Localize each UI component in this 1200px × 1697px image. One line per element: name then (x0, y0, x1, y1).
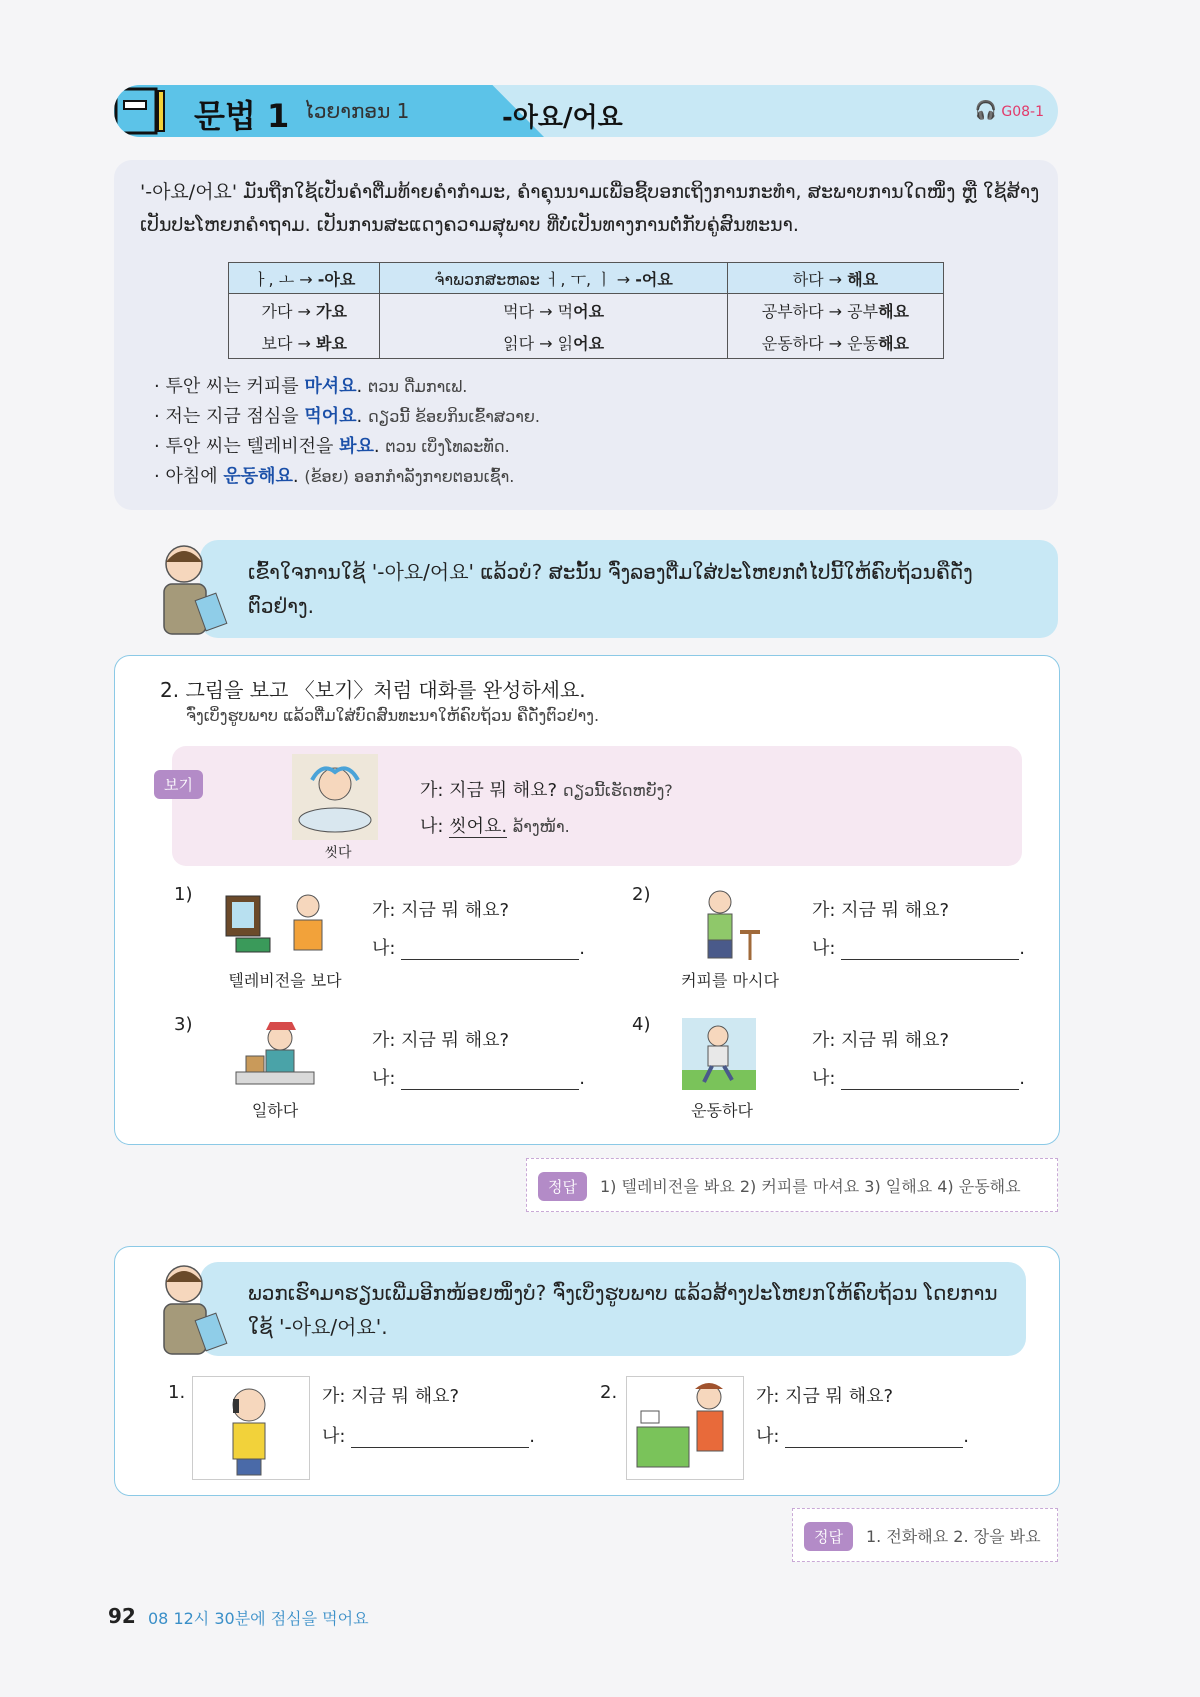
item-question: 가: 지금 뭐 해요? (372, 900, 510, 921)
exercising-illustration (682, 1018, 756, 1090)
headphones-icon: 🎧 (974, 100, 997, 121)
table-cell: 보다 → 봐요 (229, 326, 380, 359)
item-number: 1. (168, 1382, 186, 1403)
working-illustration (232, 1016, 318, 1092)
table-cell: 읽다 → 읽어요 (380, 326, 727, 359)
answer-text: 1) 텔레비전을 봐요 2) 커피를 마셔요 3) 일해요 4) 운동해요 (600, 1177, 1021, 1196)
example-sentence: · 아침에 운동해요. (ຂ້ອຍ) ອອກກຳລັງກາຍຕອນເຊົ້າ. (154, 466, 515, 487)
item-answer: 나: . (322, 1426, 535, 1447)
table-cell: 운동하다 → 운동해요 (727, 326, 943, 359)
item-question: 가: 지금 뭐 해요? (322, 1386, 460, 1407)
grammar-point: -아요/어요 (502, 103, 623, 133)
grocery-shopping-illustration (626, 1376, 744, 1480)
teacher-illustration (146, 534, 236, 644)
example-caption: 씻다 (324, 845, 352, 861)
answer-tag: 정답 (538, 1172, 587, 1201)
example-answer: 나: 씻어요. ລ້າງໜ້າ. (420, 816, 570, 837)
example-question: 가: 지금 뭐 해요? ດຽວນີ້ເຮັດຫຍັງ? (420, 780, 673, 801)
tip-text: ເຂົ້າໃຈການໃຊ້ '-아요/어요' ແລ້ວບໍ? ສະນັ້ນ ຈົ່ງລອງຕື່ມໃສ່ປະໂຫຍກຕໍ່ໄປນີ້ໃຫ້ຄົບຖ້ວນຄືດັ່ງຕົວຢ່າງ. (248, 560, 973, 618)
answer-text: 1. 전화해요 2. 장을 봐요 (866, 1527, 1041, 1546)
washing-face-illustration (292, 754, 378, 840)
exercise-title: 2. 그림을 보고 〈보기〉처럼 대화를 완성하세요. (160, 678, 586, 702)
tv-watching-illustration (222, 886, 336, 960)
book-icon (114, 85, 166, 137)
example-tag: 보기 (154, 770, 203, 799)
page-subtitle: ໄວຍາກອນ 1 (304, 99, 410, 123)
page-number: 92 (108, 1604, 136, 1628)
item-number: 4) (632, 1014, 651, 1035)
example-sentence: · 투안 씨는 텔레비전을 봐요. ຕວນ ເບິ່ງໂທລະທັດ. (154, 436, 510, 457)
table-header: ㅏ, ㅗ → -아요 (229, 263, 380, 294)
item-caption: 일하다 (251, 1101, 299, 1120)
item-number: 1) (174, 884, 193, 905)
item-question: 가: 지금 뭐 해요? (812, 900, 950, 921)
item-answer: 나: . (756, 1426, 969, 1447)
answer-tag: 정답 (804, 1522, 853, 1551)
tip-text: ພວກເຮົາມາຮຽນເພີ່ມອີກໜ້ອຍໜຶ່ງບໍ? ຈົ່ງເບິ່ງຮູບພາບ ແລ້ວສ້າງປະໂຫຍກໃຫ້ຄົບຖ້ວນ ໂດຍການໃຊ້ '-아요/어요'. (248, 1281, 998, 1339)
item-answer: 나: . (812, 938, 1025, 959)
item-answer: 나: . (812, 1068, 1025, 1089)
example-sentence: · 저는 지금 점심을 먹어요. ດຽວນີ້ ຂ້ອຍກິນເຂົ້າສວາຍ. (154, 406, 540, 427)
exercise-subtitle: ຈົ່ງເບິ່ງຮູບພາບ ແລ້ວຕື່ມໃສ່ບົດສົນທະນາໃຫ້ຄົບຖ້ວນ ຄືດັ່ງຕົວຢ່າງ. (186, 706, 600, 725)
item-caption: 운동하다 (691, 1101, 753, 1120)
table-header: 하다 → 해요 (727, 263, 943, 294)
explanation-text: '-아요/어요' ມັນຖືກໃຊ້ເປັນຄຳຕື່ມທ້າຍຄຳກຳມະ, ຄຳຄຸນນາມເພື່ອຊີ້ບອກເຖິງການກະທຳ, ສະພາບການໃດໜຶ່ງ ຫຼື ໃຊ້ສ້າງເປັນປະໂຫຍກຄຳຖາມ. ເປັນການສະແດງຄວາມສຸພາບ ທີ່ບໍ່ເປັນທາງການຕໍ່ກັບຄູ່ສົນທະນາ. (140, 181, 1040, 236)
phone-call-illustration (192, 1376, 310, 1480)
grammar-header (114, 85, 1058, 137)
chapter-title: 08 12시 30분에 점심을 먹어요 (148, 1609, 369, 1628)
page-title: 문법 1 (194, 97, 290, 135)
table-cell: 먹다 → 먹어요 (380, 294, 727, 327)
teacher-illustration (146, 1254, 236, 1364)
item-number: 2. (600, 1382, 618, 1403)
item-answer: 나: . (372, 1068, 585, 1089)
audio-track[interactable]: 🎧 G08-1 (974, 100, 1044, 121)
item-number: 3) (174, 1014, 193, 1035)
table-cell: 공부하다 → 공부해요 (727, 294, 943, 327)
conjugation-table (228, 262, 944, 359)
item-question: 가: 지금 뭐 해요? (372, 1030, 510, 1051)
item-caption: 텔레비전을 보다 (228, 971, 342, 990)
example-sentence: · 투안 씨는 커피를 마셔요. ຕວນ ດື່ມກາເຟ. (154, 376, 468, 397)
coffee-drinking-illustration (690, 886, 770, 966)
item-number: 2) (632, 884, 651, 905)
table-cell: 가다 → 가요 (229, 294, 380, 327)
item-caption: 커피를 마시다 (681, 971, 779, 990)
table-header: ຈຳພວກສະຫລະ ㅓ, ㅜ, ㅣ → -어요 (380, 263, 727, 294)
item-question: 가: 지금 뭐 해요? (812, 1030, 950, 1051)
item-question: 가: 지금 뭐 해요? (756, 1386, 894, 1407)
item-answer: 나: . (372, 938, 585, 959)
